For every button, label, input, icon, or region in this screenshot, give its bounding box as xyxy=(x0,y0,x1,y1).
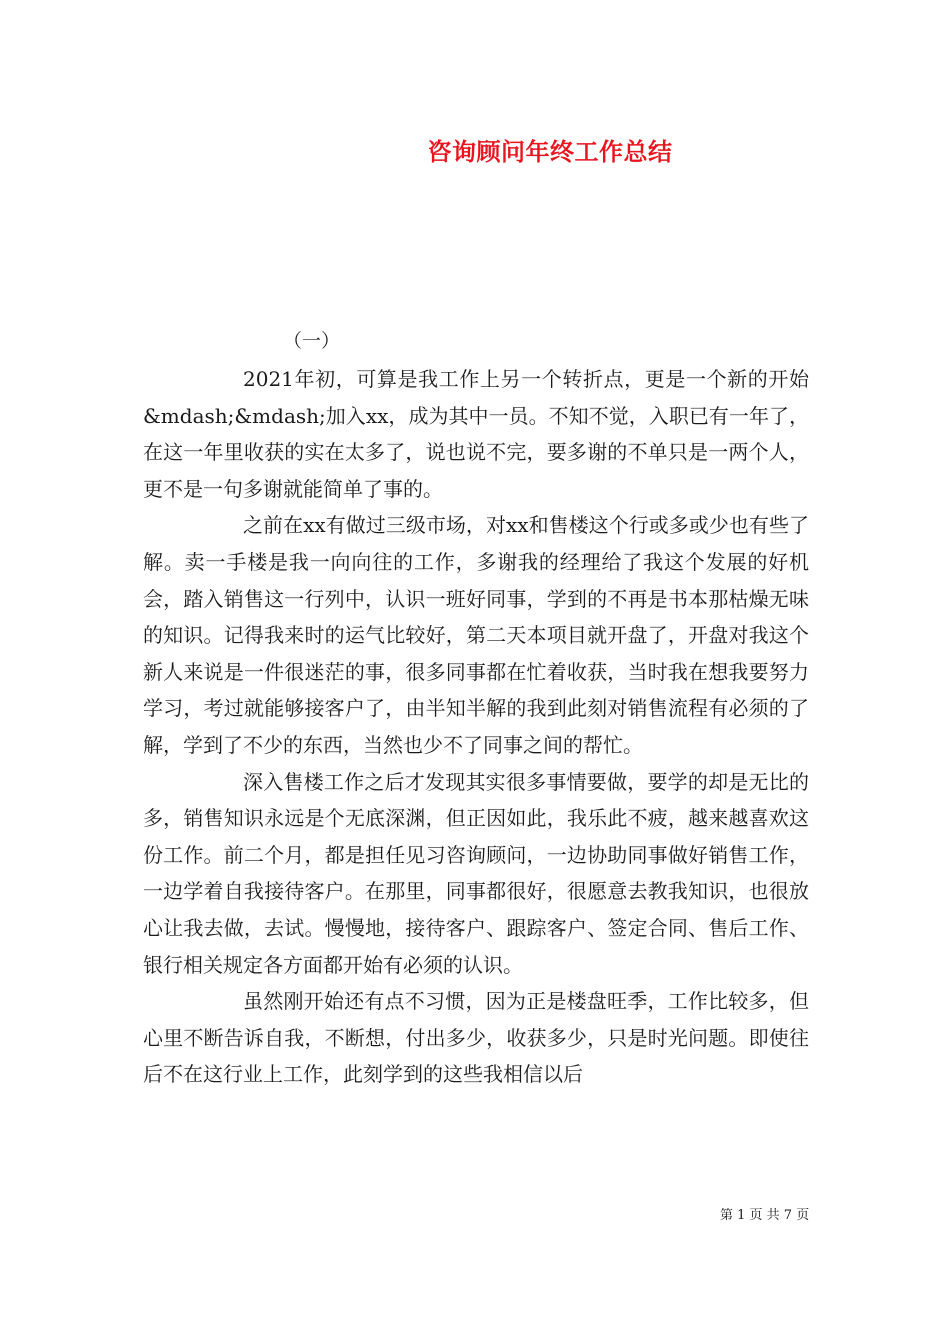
page-number-footer: 第 1 页 共 7 页 xyxy=(720,1208,810,1223)
document-title: 咨询顾问年终工作总结 xyxy=(427,137,673,166)
document-body xyxy=(143,361,809,1093)
paragraph-2: 之前在xx有做过三级市场，对xx和售楼这个行或多或少也有些了解。卖一手楼是我一向向往的工作，多谢我的经理给了我这个发展的好机会，踏入销售这一行列中，认识一班好同事，学到的不再是书本那枯燥无味的知识。记得我来时的运气比较好，第二天本项目就开盘了，开盘对我这个新人来说是一件很迷茫的事，很多同事都在忙着收获，当时我在想我要努力学习，考过就能够接客户了，由半知半解的我到此刻对销售流程有必须的了解，学到了不少的东西，当然也少不了同事之间的帮忙。 xyxy=(143,513,809,757)
paragraph-4: 虽然刚开始还有点不习惯，因为正是楼盘旺季，工作比较多，但心里不断告诉自我，不断想，付出多少，收获多少，只是时光问题。即使往后不在这行业上工作，此刻学到的这些我相信以后 xyxy=(143,989,809,1087)
paragraph-3: 深入售楼工作之后才发现其实很多事情要做，要学的却是无比的多，销售知识永远是个无底深渊，但正因如此，我乐此不疲，越来越喜欢这份工作。前二个月，都是担任见习咨询顾问，一边协助同事做好销售工作，一边学着自我接待客户。在那里，同事都很好，很愿意去教我知识，也很放心让我去做，去试。慢慢地，接待客户、跟踪客户、签定合同、售后工作、银行相关规定各方面都开始有必须的认识。 xyxy=(143,769,809,977)
paragraph-1: 2021年初，可算是我工作上另一个转折点，更是一个新的开始&mdash;&mdash;加入xx，成为其中一员。不知不觉，入职已有一年了，在这一年里收获的实在太多了，说也说不完，要多谢的不单只是一两个人，更不是一句多谢就能简单了事的。 xyxy=(143,367,809,501)
section-number: （一） xyxy=(283,330,341,352)
